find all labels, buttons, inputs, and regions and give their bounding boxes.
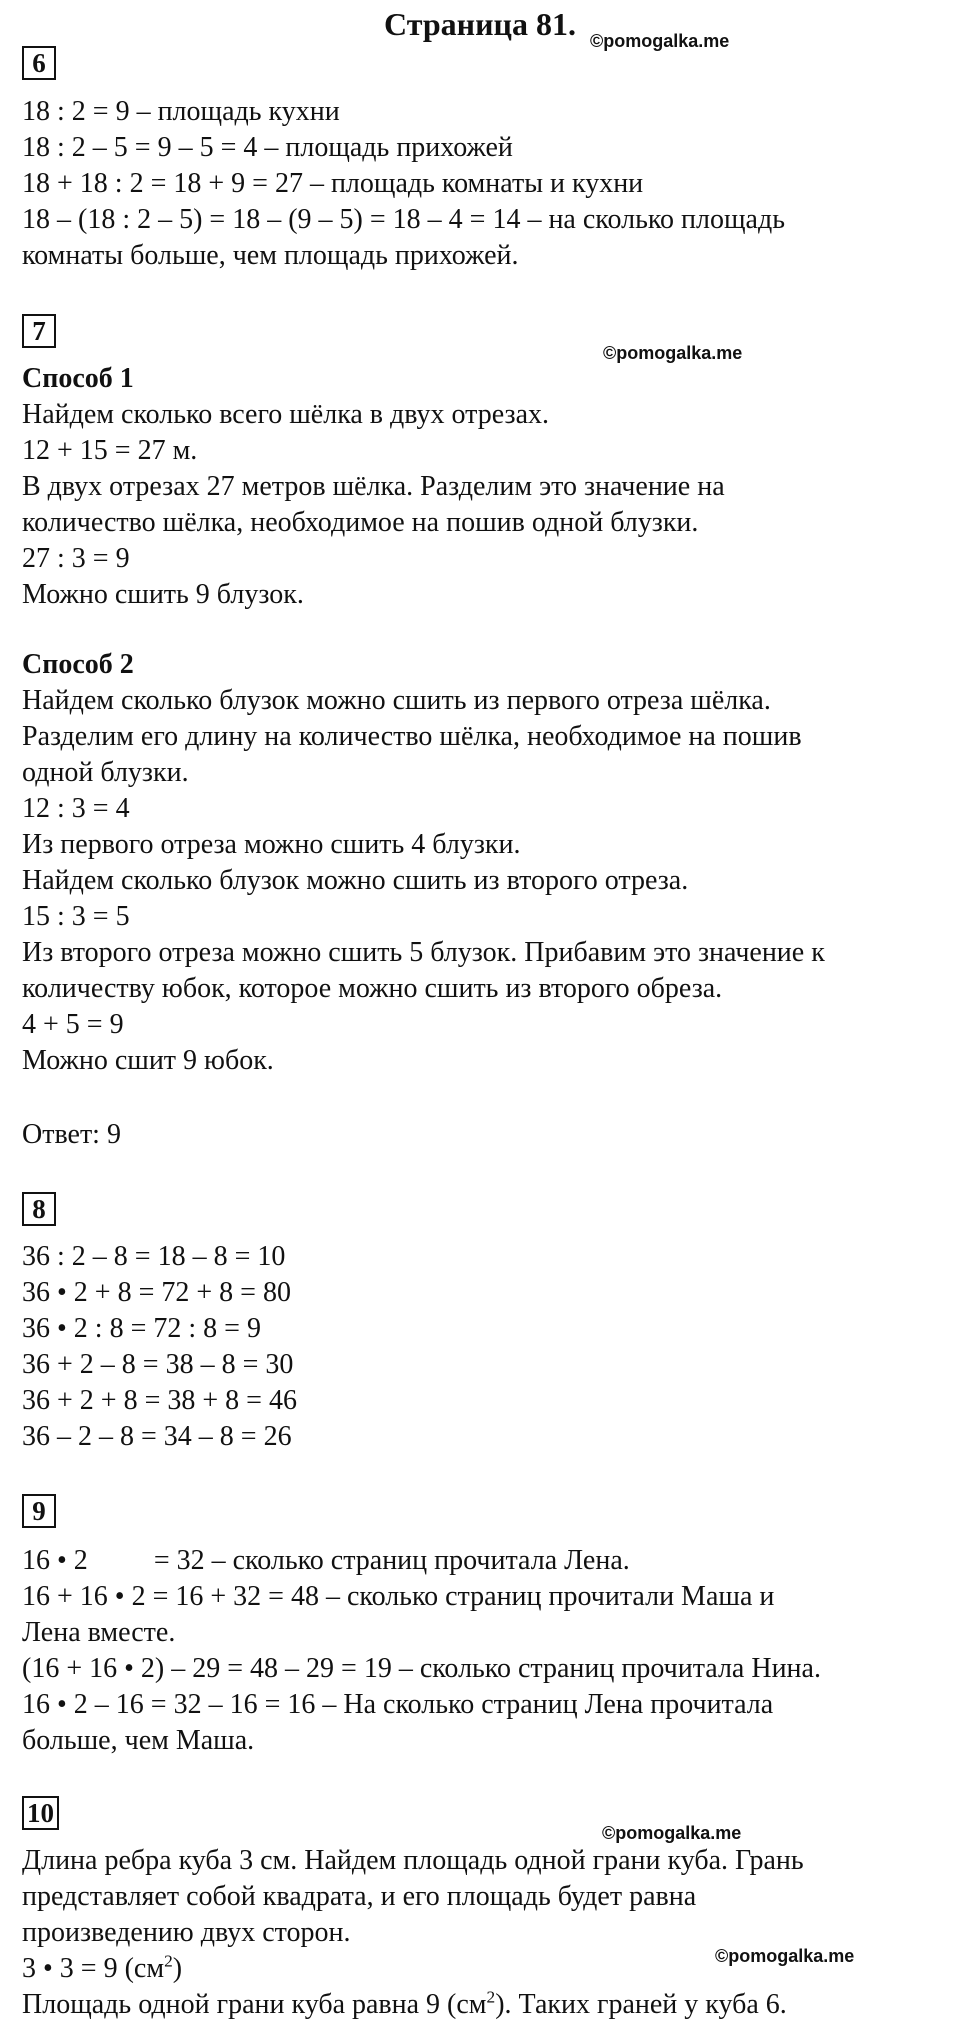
text-line: Площадь одной грани куба равна 9 $(см^2)$. Таких граней у куба 6. — [22, 1987, 787, 2020]
task-7-method-1 — [22, 361, 940, 613]
expression: 16 • 2 — [22, 1545, 88, 1576]
text-line: Найдем сколько блузок можно сшить из второго отреза. — [22, 865, 689, 896]
text-line: 4 + 5 = 9 — [22, 1009, 124, 1040]
text-line: 18 + 18 : 2 = 18 + 9 = 27 – площадь комнаты и кухни — [22, 168, 644, 199]
text-line — [22, 1543, 940, 1579]
text-line: Найдем сколько всего шёлка в двух отрезах. — [22, 399, 549, 430]
text-line: Можно сшить 9 блузок. — [22, 579, 304, 610]
text-line: Лена вместе. — [22, 1617, 176, 1648]
text-line: В двух отрезах 27 метров шёлка. Разделим это значение на — [22, 471, 725, 502]
page-title: Страница 81. — [384, 6, 576, 42]
task-number-8: 8 — [22, 1192, 56, 1226]
text-line: произведению двух сторон. — [22, 1917, 351, 1948]
text-line: (16 + 16 • 2) – 29 = 48 – 29 = 19 – сколько страниц прочитала Нина. — [22, 1653, 821, 1684]
watermark: ©pomogalka.me — [590, 31, 730, 51]
task-7-answer-block — [22, 1117, 940, 1153]
expression-result: = 32 – сколько страниц прочитала Лена. — [153, 1545, 630, 1576]
task-6-solution — [22, 94, 940, 274]
task-number-9: 9 — [22, 1494, 56, 1528]
text-line: Длина ребра куба 3 см. Найдем площадь одной грани куба. Грань — [22, 1845, 804, 1876]
watermark: ©pomogalka.me — [715, 1946, 855, 1966]
task-8-solution — [22, 1239, 940, 1455]
watermark: ©pomogalka.me — [602, 1823, 742, 1843]
task-number-6: 6 — [22, 46, 56, 80]
text-line: 36 • 2 + 8 = 72 + 8 = 80 — [22, 1277, 291, 1308]
text-line: 27 : 3 = 9 — [22, 543, 130, 574]
text-line: представляет собой квадрата, и его площадь будет равна — [22, 1881, 697, 1912]
text-line: 18 – (18 : 2 – 5) = 18 – (9 – 5) = 18 – 4 = 14 – на сколько площадь — [22, 204, 785, 235]
method-heading: Способ 1 — [22, 363, 134, 394]
watermark: ©pomogalka.me — [603, 343, 743, 363]
answer-line: Ответ: 9 — [22, 1119, 121, 1150]
text-line: 18 : 2 = 9 – площадь кухни — [22, 96, 340, 127]
task-number-10: 10 — [22, 1796, 59, 1830]
text-line: 36 : 2 – 8 = 18 – 8 = 10 — [22, 1241, 286, 1272]
text-line: количеству юбок, которое можно сшить из второго обреза. — [22, 973, 723, 1004]
text-line: 12 : 3 = 4 — [22, 793, 130, 824]
text-line: 16 • 2 – 16 = 32 – 16 = 16 – На сколько страниц Лена прочитала — [22, 1689, 774, 1720]
text-line: Можно сшит 9 юбок. — [22, 1045, 274, 1076]
text-line: Из второго отреза можно сшить 5 блузок. Прибавим это значение к — [22, 937, 825, 968]
text-line: Из первого отреза можно сшить 4 блузки. — [22, 829, 521, 860]
text-line: 18 : 2 – 5 = 9 – 5 = 4 – площадь прихожей — [22, 132, 513, 163]
task-7-method-2 — [22, 647, 940, 1079]
text-line: количество шёлка, необходимое на пошив одной блузки. — [22, 507, 699, 538]
method-heading: Способ 2 — [22, 649, 134, 680]
task-number-7: 7 — [22, 314, 56, 348]
text-line: 36 + 2 – 8 = 38 – 8 = 30 — [22, 1349, 294, 1380]
text-line: 12 + 15 = 27 м. — [22, 435, 198, 466]
text-line: 36 • 2 : 8 = 72 : 8 = 9 — [22, 1313, 261, 1344]
text-line: одной блузки. — [22, 757, 189, 788]
text-line: Разделим его длину на количество шёлка, необходимое на пошив — [22, 721, 802, 752]
text-line: комнаты больше, чем площадь прихожей. — [22, 240, 519, 271]
task-9-solution — [22, 1543, 940, 1759]
task-10-solution — [22, 1843, 940, 2023]
text-line: Найдем сколько блузок можно сшить из первого отреза шёлка. — [22, 685, 771, 716]
formula-line: 3 • 3 = 9 $(см^2)$ — [22, 1951, 183, 1984]
text-line: 16 + 16 • 2 = 16 + 32 = 48 – сколько страниц прочитали Маша и — [22, 1581, 775, 1612]
text-line: 36 + 2 + 8 = 38 + 8 = 46 — [22, 1385, 297, 1416]
text-line: 15 : 3 = 5 — [22, 901, 130, 932]
text-line: 36 – 2 – 8 = 34 – 8 = 26 — [22, 1421, 292, 1452]
text-line: больше, чем Маша. — [22, 1725, 255, 1756]
